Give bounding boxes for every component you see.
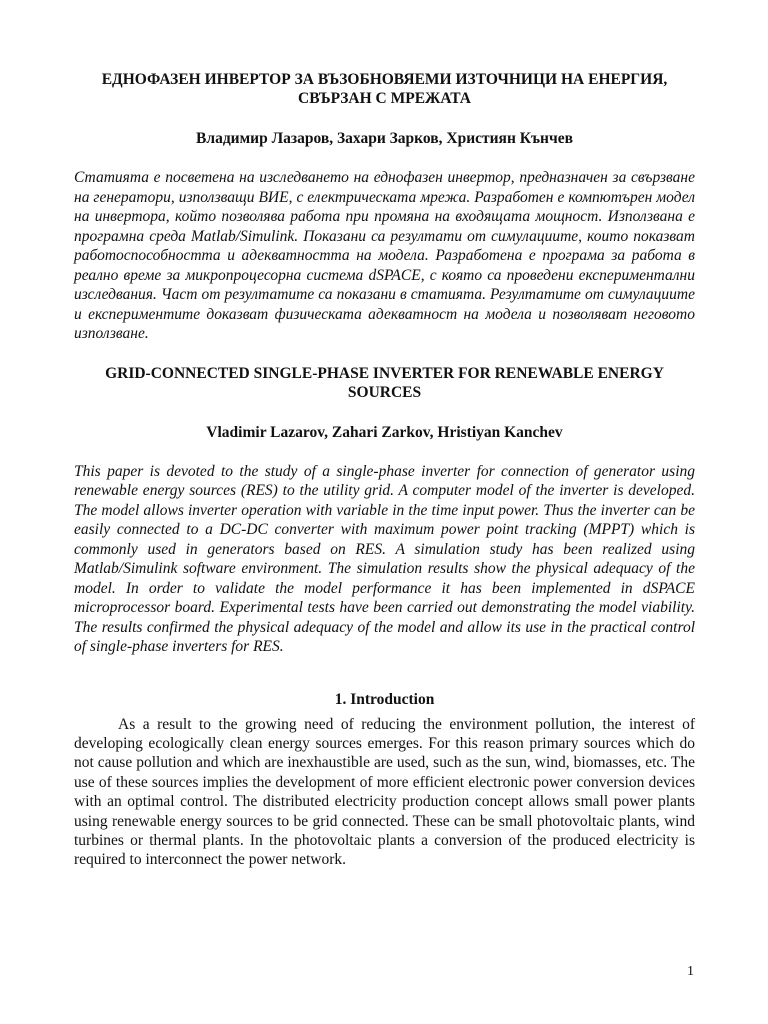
abstract-bulgarian: Статията е посветена на изследването на еднофазен инвертор, предназначен за свързване на генератори, използващи ВИЕ, с електрическата мрежа. Разработен е компютърен модел на инвертора, който позволява работа при промяна на входящата мощност. Използвана е програмна среда Matlab/Simulink. Показани са резултати от симулациите, които показват работоспособността и адекватността на модела. Разработена е програма за работа в реално време за микропроцесорна система dSPACE, с която са проведени експериментални изследвания. Част от резултатите са показани в статията. Резултатите от симулациите и експериментите доказват физическата адекватност на модела и позволяват неговото използване. <box>74 169 695 342</box>
paper-title-bulgarian: ЕДНОФАЗЕН ИНВЕРТОР ЗА ВЪЗОБНОВЯЕМИ ИЗТОЧНИЦИ НА ЕНЕРГИЯ, СВЪРЗАН С МРЕЖАТА <box>101 71 668 107</box>
page-number: 1 <box>687 964 694 979</box>
authors-bulgarian: Владимир Лазаров, Захари Зарков, Християн Кънчев <box>196 130 573 147</box>
paper-title-english: GRID-CONNECTED SINGLE-PHASE INVERTER FOR RENEWABLE ENERGY SOURCES <box>105 364 664 401</box>
paper-page <box>74 70 695 870</box>
authors-english: Vladimir Lazarov, Zahari Zarkov, Hristiyan Kanchev <box>206 423 563 441</box>
abstract-english: This paper is devoted to the study of a single-phase inverter for connection of generator using renewable energy sources (RES) to the utility grid. A computer model of the inverter is developed. The model allows inverter operation with variable in the time input power. Thus the inverter can be easily connected to a DC-DC converter with maximum power point tracking (MPPT) which is commonly used in generators based on RES. A simulation study has been realized using Matlab/Simulink software environment. The simulation results show the physical adequacy of the model. In order to validate the model performance it has been implemented in dSPACE microprocessor board. Experimental tests have been carried out demonstrating the model viability. The results confirmed the physical adequacy of the model and allow its use in the practical control of single-phase inverters for RES. <box>74 462 695 655</box>
section-heading-introduction: 1. Introduction <box>334 690 435 708</box>
introduction-paragraph: As a result to the growing need of reducing the environment pollution, the interest of developing ecologically clean energy sources emerges. For this reason primary sources which do not cause pollution and which are inexhaustible are used, such as the sun, wind, biomasses, etc. The use of these sources implies the development of more efficient electronic power conversion devices with an optimal control. The distributed electricity production concept allows small power plants using renewable energy sources to be grid connected. These can be small photovoltaic plants, wind turbines or thermal plants. In the photovoltaic plants a conversion of the produced electricity is required to interconnect the power network. <box>74 715 695 869</box>
